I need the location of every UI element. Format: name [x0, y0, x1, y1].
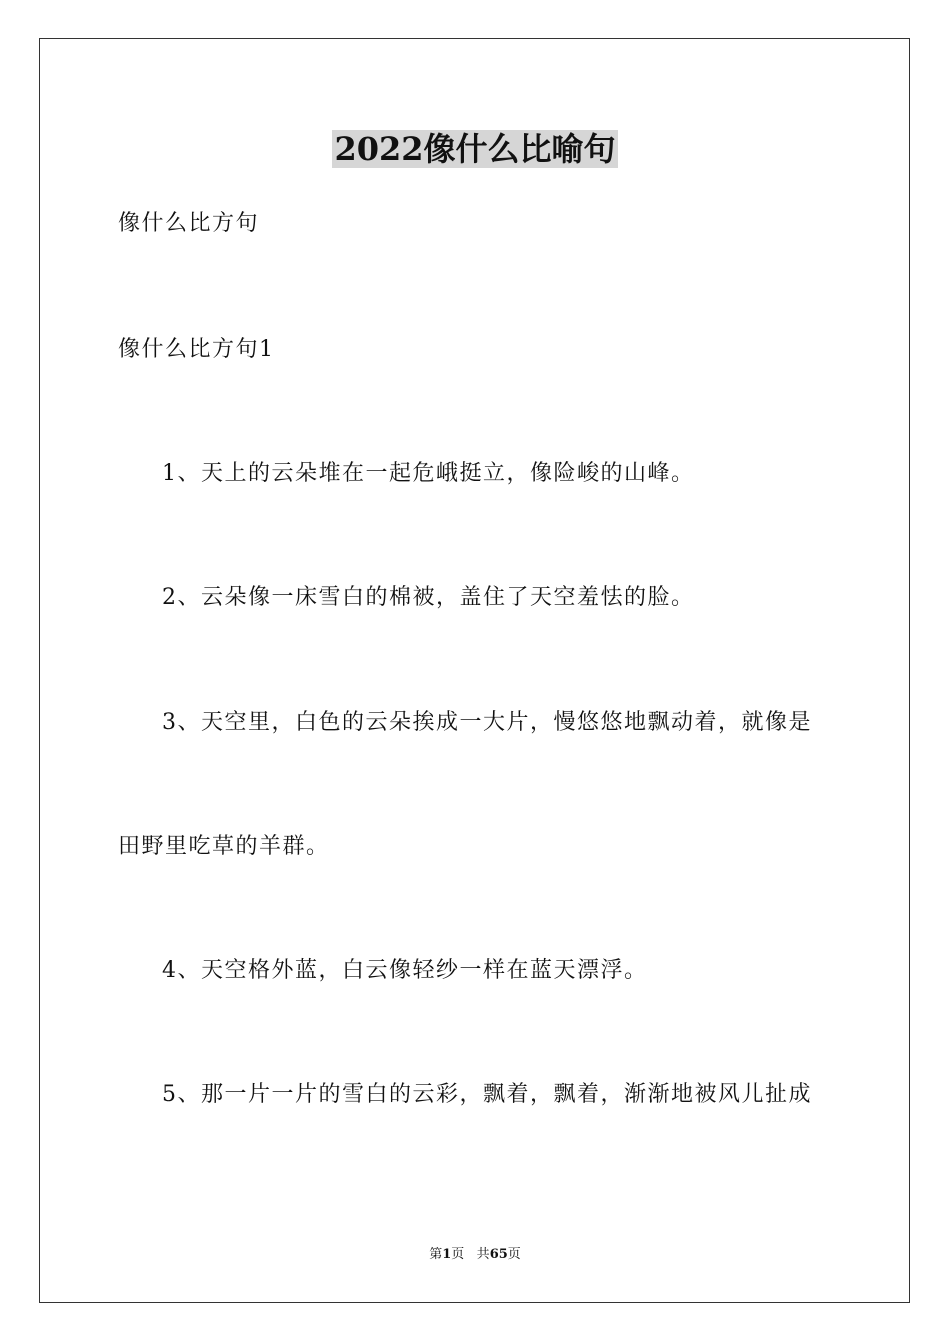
list-item-continuation: 田野里吃草的羊群。 [118, 834, 330, 859]
footer-total-suffix: 页 [507, 1247, 521, 1262]
heading-paragraph: 像什么比方句 [118, 211, 260, 236]
list-item: 4、天空格外蓝，白云像轻纱一样在蓝天漂浮。 [162, 958, 648, 983]
list-item: 2、云朵像一床雪白的棉被，盖住了天空羞怯的脸。 [162, 585, 695, 610]
section-heading: 像什么比方句1 [118, 337, 275, 362]
list-item: 3、天空里，白色的云朵挨成一大片，慢悠悠地飘动着，就像是 [162, 710, 812, 735]
footer-page-number: 1 [442, 1247, 452, 1262]
footer-page-suffix: 页 [451, 1247, 465, 1262]
document-title-text: 2022像什么比喻句 [334, 130, 616, 168]
list-item: 1、天上的云朵堆在一起危峨挺立，像险峻的山峰。 [162, 461, 695, 486]
page-footer [0, 1246, 950, 1264]
document-title [0, 126, 950, 172]
footer-total-pages: 65 [489, 1247, 508, 1262]
footer-page-prefix: 第 [429, 1247, 443, 1262]
list-item: 5、那一片一片的雪白的云彩，飘着，飘着，渐渐地被风儿扯成 [162, 1082, 812, 1107]
footer-total-prefix: 共 [476, 1247, 490, 1262]
